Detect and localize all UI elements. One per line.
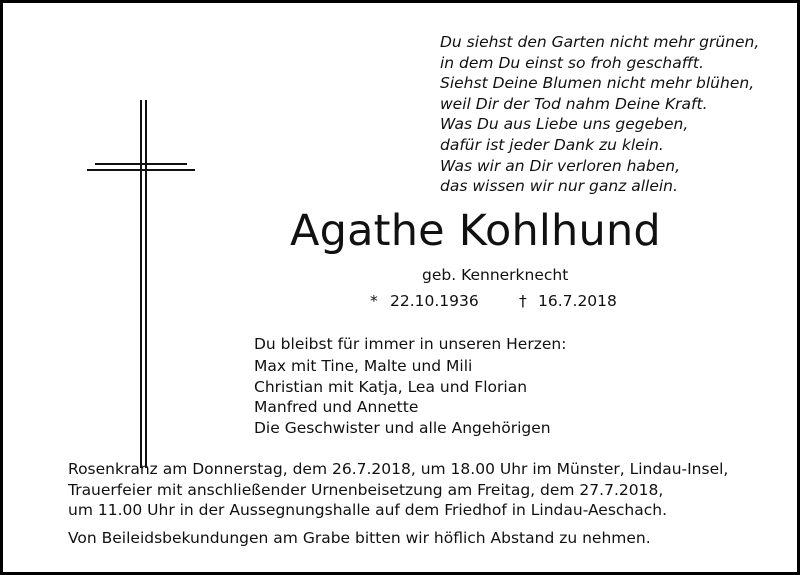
poem-line: das wissen wir nur ganz allein. (440, 177, 678, 196)
poem-line: dafür ist jeder Dank zu klein. (440, 135, 664, 154)
birth-name: geb. Kennerknecht (422, 266, 569, 284)
poem-line: Siehst Deine Blumen nicht mehr blühen, (440, 74, 755, 93)
service-line: Rosenkranz am Donnerstag, dem 26.7.2018, um 18.00 Uhr im Münster, Lindau-Insel, (68, 460, 729, 478)
deceased-name: Agathe Kohlhund (290, 206, 661, 256)
mourners-list (254, 356, 551, 439)
mourner-line: Christian mit Katja, Lea und Florian (254, 377, 528, 396)
mourner-line: Die Geschwister und alle Angehörigen (254, 419, 551, 438)
poem-line: in dem Du einst so froh geschafft. (440, 53, 704, 72)
mourner-line: Max mit Tine, Malte und Mili (254, 357, 473, 375)
mourner-line: Manfred und Annette (254, 398, 419, 417)
death-date: 16.7.2018 (538, 292, 617, 310)
death-symbol: † (519, 292, 527, 310)
cross-icon (87, 100, 197, 468)
service-line: Trauerfeier mit anschließender Urnenbeisetzung am Freitag, dem 27.7.2018, (68, 480, 664, 499)
mourners-intro: Du bleibst für immer in unseren Herzen: (254, 335, 567, 353)
memorial-poem (440, 32, 790, 197)
poem-line: weil Dir der Tod nahm Deine Kraft. (440, 94, 708, 113)
life-dates (370, 290, 670, 312)
birth-date: 22.10.1936 (390, 292, 479, 310)
condolence-request: Von Beileidsbekundungen am Grabe bitten wir höflich Abstand zu nehmen. (68, 529, 651, 547)
poem-line: Was wir an Dir verloren haben, (440, 156, 681, 175)
poem-line: Was Du aus Liebe uns gegeben, (440, 115, 689, 134)
service-details (68, 459, 728, 521)
poem-line: Du siehst den Garten nicht mehr grünen, (440, 33, 760, 51)
birth-symbol: * (370, 292, 378, 310)
service-line: um 11.00 Uhr in der Aussegnungshalle auf dem Friedhof in Lindau-Aeschach. (68, 501, 668, 520)
